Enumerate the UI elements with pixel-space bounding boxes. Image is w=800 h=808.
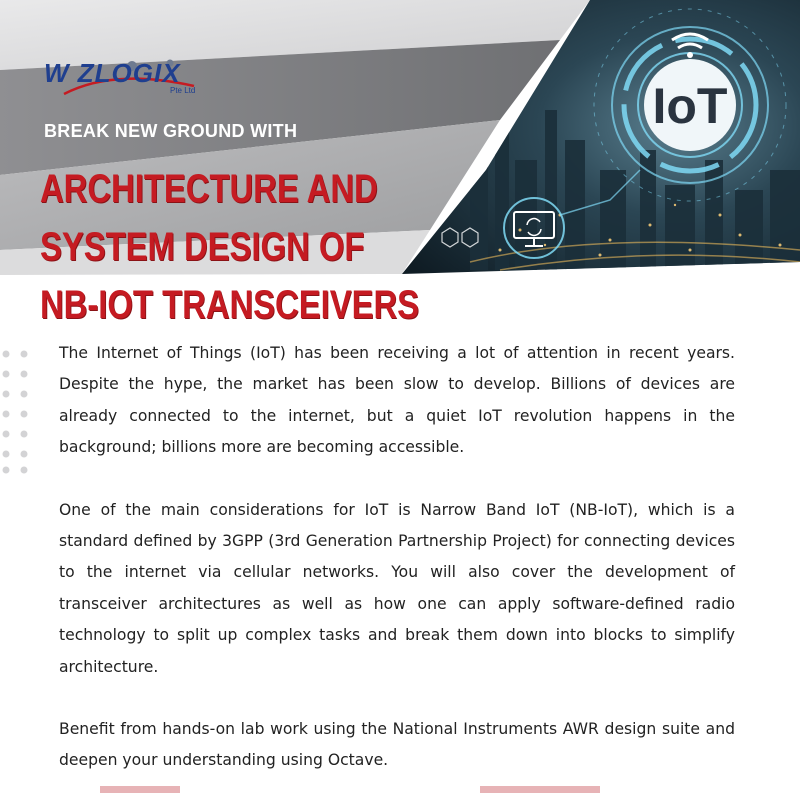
paragraph-intro: The Internet of Things (IoT) has been receiving a lot of attention in recent years. Despite the hype, the market has been slow to develop. Billions of devices are already connected to the internet, but a quiet IoT revolution happens in the background; billions more are becoming accessible. (59, 344, 735, 457)
title-line-3: NB-IOT TRANSCEIVERS (40, 283, 420, 327)
title-line-1: ARCHITECTURE AND (40, 167, 378, 211)
logo-text: W ZLOGIX (44, 58, 181, 88)
body-copy (59, 338, 735, 808)
hero-title (40, 160, 419, 334)
title-line-2: SYSTEM DESIGN OF (40, 225, 365, 269)
logo-subtext: Pte Ltd (170, 86, 196, 95)
paragraph-nb-iot: One of the main considerations for IoT is Narrow Band IoT (NB-IoT), which is a standard defined by 3GPP (3rd Generation Partnership Project) for connecting devices to the internet via cellular networks. You will also cover the development of transceiver architectures as well as how one can apply software-defined radio technology to split up complex tasks and break them down into blocks to simplify architecture. (59, 500, 735, 676)
wizlogix-logo (44, 58, 204, 98)
paragraph-lab-work: Benefit from hands-on lab work using the National Instruments AWR design suite and deepen your understanding using Octave. (59, 720, 735, 770)
hero-eyebrow: BREAK NEW GROUND WITH (44, 121, 298, 141)
iot-badge-text: IoT (652, 78, 728, 134)
dot-grid-decoration (0, 345, 32, 475)
